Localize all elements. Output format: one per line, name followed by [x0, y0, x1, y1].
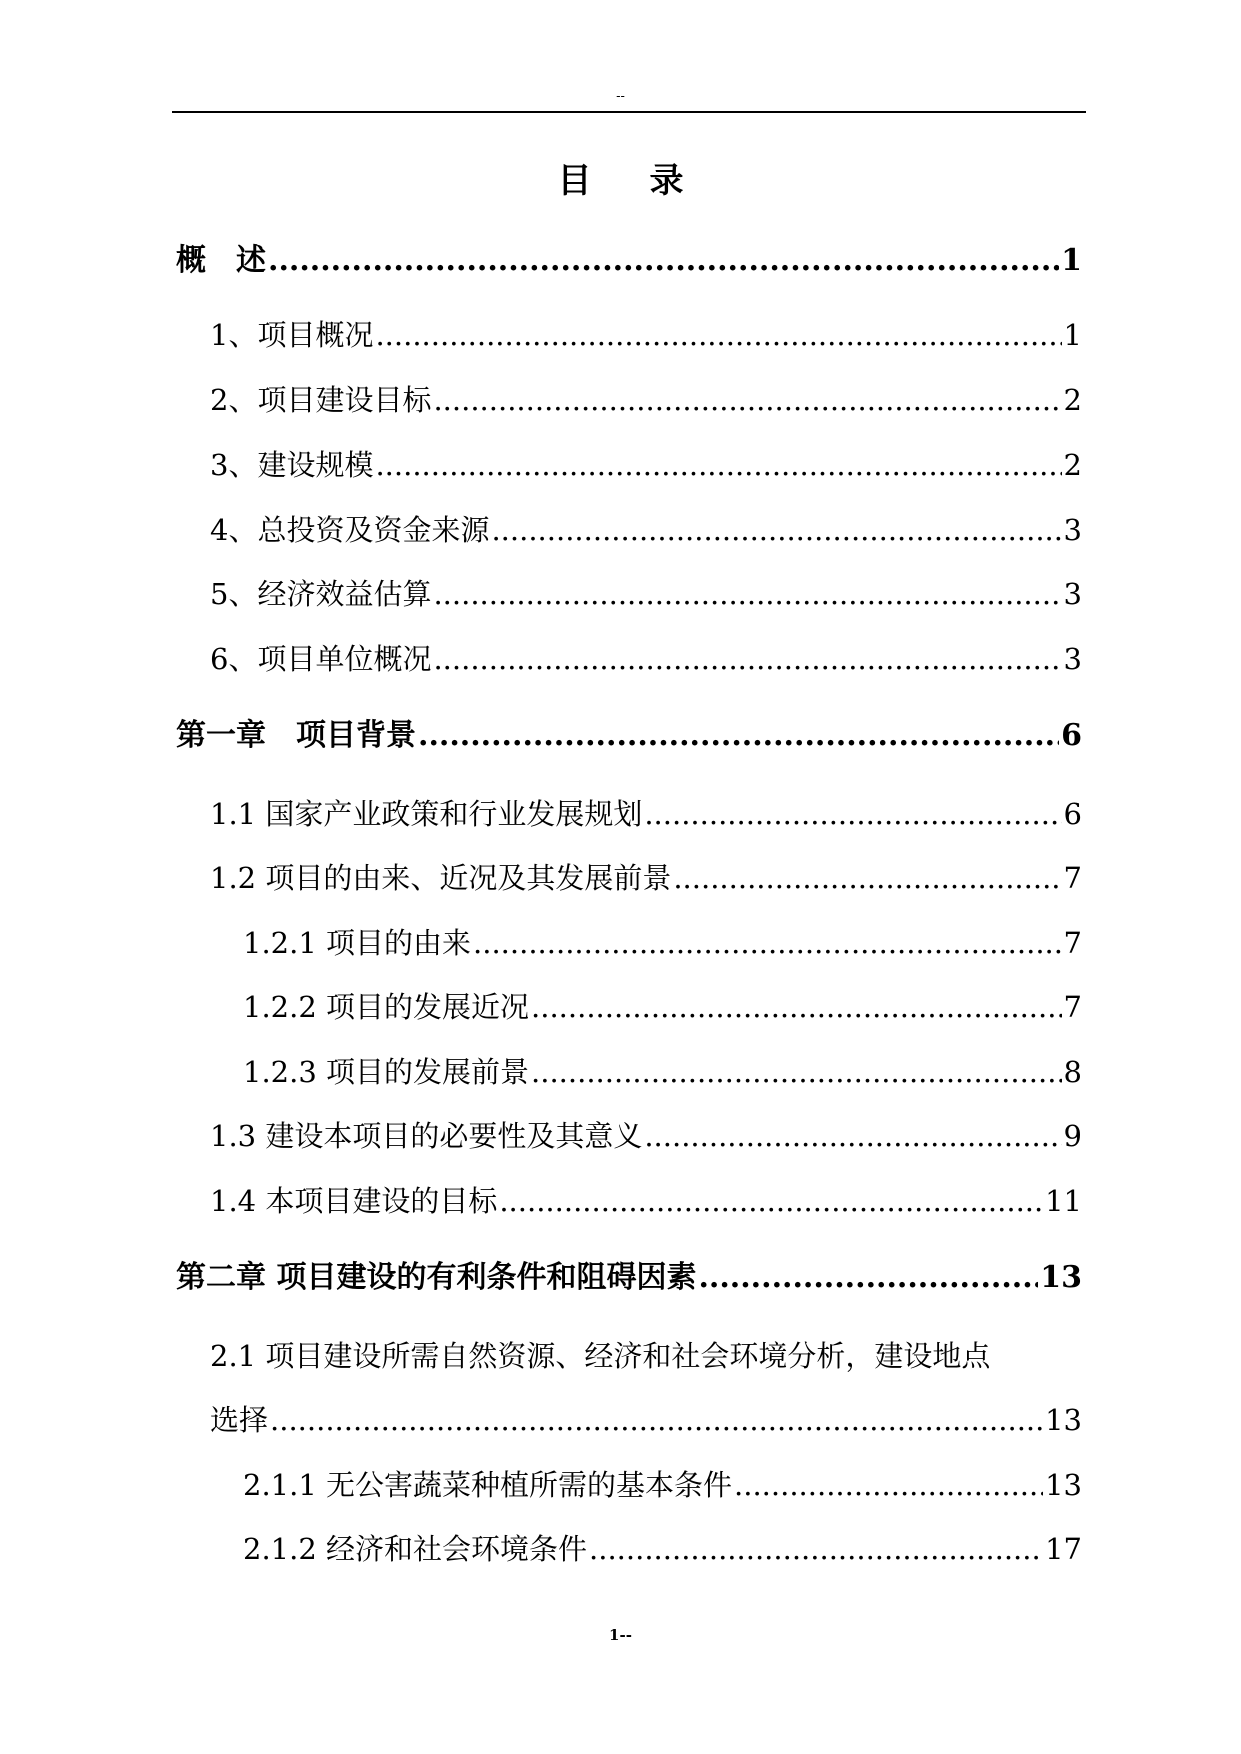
toc-entry-page: 3	[1063, 642, 1082, 676]
toc-leader-dots	[433, 378, 1061, 422]
toc-leader-dots	[644, 792, 1061, 836]
header-mark: --	[616, 89, 625, 104]
toc-leader-dots	[268, 239, 1059, 283]
toc-entry-chapter-1[interactable]	[176, 714, 1082, 758]
toc-leader-dots	[499, 1179, 1043, 1223]
toc-entry-page: 13	[1040, 1260, 1082, 1295]
toc-entry[interactable]	[210, 378, 1082, 422]
toc-entry-label: 1.1 国家产业政策和行业发展规划	[210, 797, 643, 831]
toc-entry-label: 第一章 项目背景	[176, 718, 416, 753]
toc-entry[interactable]	[210, 1179, 1082, 1223]
toc-entry-chapter-2[interactable]	[176, 1256, 1082, 1300]
toc-entry-label: 5、经济效益估算	[210, 577, 432, 611]
toc-leader-dots	[589, 1527, 1043, 1571]
toc-entry-label: 1.3 建设本项目的必要性及其意义	[210, 1119, 643, 1153]
toc-leader-dots	[531, 1050, 1062, 1094]
toc-entry-page: 8	[1063, 1055, 1082, 1089]
toc-entry-page: 9	[1063, 1119, 1082, 1153]
toc-leader-dots	[375, 443, 1061, 487]
toc-entry[interactable]	[210, 572, 1082, 616]
toc-entry-label: 1.2 项目的由来、近况及其发展前景	[210, 861, 672, 895]
toc-leader-dots	[491, 508, 1061, 552]
toc-entry[interactable]	[210, 508, 1082, 552]
toc-entry-page: 6	[1063, 797, 1082, 831]
toc-entry-label: 1.2.1 项目的由来	[243, 926, 472, 960]
toc-entry-label: 第二章 项目建设的有利条件和阻碍因素	[176, 1260, 697, 1295]
toc-entry-page: 6	[1061, 718, 1082, 753]
toc-entry[interactable]	[210, 313, 1082, 357]
toc-leader-dots	[433, 572, 1061, 616]
toc-entry-label: 2.1.1 无公害蔬菜种植所需的基本条件	[243, 1468, 733, 1502]
toc-entry-label: 1.4 本项目建设的目标	[210, 1184, 498, 1218]
toc-entry-label: 1、项目概况	[210, 318, 374, 352]
toc-entry-label: 2.1.2 经济和社会环境条件	[243, 1532, 588, 1566]
toc-entry[interactable]	[243, 985, 1082, 1029]
toc-entry[interactable]	[243, 1463, 1082, 1507]
toc-entry-label: 4、总投资及资金来源	[210, 513, 490, 547]
toc-entry[interactable]	[210, 443, 1082, 487]
toc-entry-page: 13	[1045, 1468, 1082, 1502]
toc-entry[interactable]	[210, 856, 1082, 900]
toc-entry-page: 2	[1063, 448, 1082, 482]
toc-leader-dots	[433, 637, 1061, 681]
toc-entry-page: 3	[1063, 577, 1082, 611]
toc-leader-dots	[270, 1398, 1043, 1442]
toc-entry[interactable]	[210, 792, 1082, 836]
toc-leader-dots	[375, 313, 1061, 357]
toc-leader-dots	[698, 1256, 1038, 1300]
toc-entry-label: 3、建设规模	[210, 448, 374, 482]
toc-entry-overview[interactable]	[176, 239, 1082, 283]
toc-entry-page: 1	[1063, 318, 1082, 352]
toc-leader-dots	[418, 714, 1059, 758]
toc-entry[interactable]	[243, 921, 1082, 965]
toc-entry-page: 7	[1063, 926, 1082, 960]
toc-entry-page: 7	[1063, 990, 1082, 1024]
toc-entry-label: 1.2.2 项目的发展近况	[243, 990, 530, 1024]
toc-entry-label: 概 述	[176, 243, 266, 278]
toc-entry-page: 11	[1045, 1184, 1082, 1218]
toc-entry-page: 3	[1063, 513, 1082, 547]
toc-entry-label: 6、项目单位概况	[210, 642, 432, 676]
toc-entry[interactable]	[243, 1050, 1082, 1094]
toc-entry-page: 1	[1061, 243, 1082, 278]
toc-leader-dots	[644, 1114, 1061, 1158]
toc-entry-page: 7	[1063, 861, 1082, 895]
toc-leader-dots	[531, 985, 1062, 1029]
toc-title: 目录	[557, 161, 742, 201]
toc-entry-label: 选择	[210, 1403, 269, 1437]
toc-leader-dots	[734, 1463, 1043, 1507]
toc-leader-dots	[473, 921, 1062, 965]
toc-entry-label: 2、项目建设目标	[210, 383, 432, 417]
toc-entry-page: 13	[1045, 1403, 1082, 1437]
toc-leader-dots	[673, 856, 1061, 900]
toc-entry[interactable]	[210, 1114, 1082, 1158]
toc-entry[interactable]	[210, 637, 1082, 681]
toc-entry[interactable]	[243, 1527, 1082, 1571]
toc-entry-label: 1.2.3 项目的发展前景	[243, 1055, 530, 1089]
toc-entry-label-line1[interactable]: 2.1 项目建设所需自然资源、经济和社会环境分析，建设地点	[210, 1339, 991, 1373]
toc-entry-page: 2	[1063, 383, 1082, 417]
toc-entry[interactable]	[210, 1398, 1082, 1442]
toc-entry-page: 17	[1045, 1532, 1082, 1566]
page-number: 1--	[609, 1626, 632, 1644]
